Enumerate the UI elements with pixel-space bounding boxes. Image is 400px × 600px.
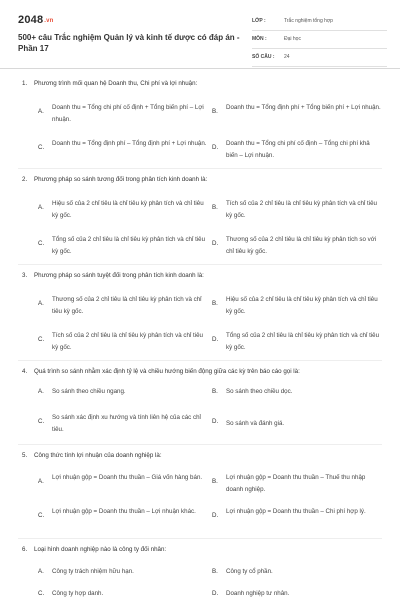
- option-letter: C.: [38, 512, 45, 519]
- question-number: 6.: [22, 546, 28, 553]
- option-letter: A.: [38, 388, 44, 395]
- question-prompt: Quá trình so sánh nhằm xác định tỷ lệ và chiều hướng biến động giữa các kỳ trên báo cáo gọi là:: [34, 368, 300, 375]
- option-text: So sánh theo chiều dọc.: [226, 388, 293, 395]
- option-text: Lợi nhuận gộp = Doanh thu thuần – Giá vốn hàng bán.: [52, 474, 203, 481]
- question-prompt: Phương pháp so sánh tương đối trong phân tích kinh doanh là:: [34, 176, 208, 183]
- option-text: Hiệu số của 2 chỉ tiêu là chỉ tiêu kỳ phân tích và chỉ tiêu kỳ gốc.: [52, 200, 204, 219]
- option-text: Công ty trách nhiệm hữu hạn.: [52, 568, 134, 575]
- option-text: Doanh nghiệp tư nhân.: [226, 590, 290, 597]
- question-number: 4.: [22, 368, 28, 375]
- option-text: Tổng số của 2 chỉ tiêu là chỉ tiêu kỳ phân tích và chỉ tiêu kỳ gốc.: [226, 332, 380, 351]
- question-text: [22, 176, 382, 183]
- question-separator: [18, 360, 382, 361]
- document-header: [0, 0, 400, 68]
- question-text: [22, 368, 382, 375]
- question-prompt: Phương pháp so sánh tuyệt đối trong phân tích kinh doanh là:: [34, 272, 204, 279]
- question-number: 1.: [22, 80, 28, 87]
- meta-label: SỐ CÂU :: [252, 54, 275, 60]
- option-letter: D.: [212, 418, 219, 425]
- option-text: Doanh thu = Tổng chi phí cố định + Tổng biến phí – Lợi nhuận.: [52, 104, 204, 123]
- question-prompt: Phương trình mối quan hệ Doanh thu, Chi phí và lợi nhuận:: [34, 80, 198, 87]
- option-letter: B.: [212, 388, 218, 395]
- question-separator: [18, 444, 382, 445]
- option-letter: B.: [212, 204, 218, 211]
- option-text: Hiệu số của 2 chỉ tiêu là chỉ tiêu kỳ phân tích và chỉ tiêu kỳ gốc.: [226, 296, 378, 315]
- option-letter: D.: [212, 240, 219, 247]
- document-title: 500+ câu Trắc nghiệm Quản lý và kinh tế dược có đáp án - Phần 17: [18, 33, 240, 53]
- logo-text: 2048: [18, 14, 44, 26]
- question-separator: [18, 538, 382, 539]
- question-number: 5.: [22, 452, 28, 459]
- question-separator: [18, 264, 382, 265]
- option-letter: C.: [38, 590, 45, 597]
- option-letter: D.: [212, 144, 219, 151]
- option-letter: B.: [212, 568, 218, 575]
- meta-value: Đại học: [284, 36, 301, 42]
- question-number: 2.: [22, 176, 28, 183]
- meta-label: LỚP :: [252, 18, 266, 24]
- document-meta: [252, 14, 387, 68]
- question-text: [22, 272, 382, 279]
- meta-value: 24: [284, 54, 290, 60]
- option-text: Doanh thu = Tổng định phí + Tổng biến phí + Lợi nhuận.: [226, 104, 381, 111]
- option-letter: A.: [38, 204, 44, 211]
- question-text: [22, 452, 382, 459]
- meta-row-count: [252, 50, 387, 67]
- option-letter: C.: [38, 418, 45, 425]
- option-text: Tích số của 2 chỉ tiêu là chỉ tiêu kỳ phân tích và chỉ tiêu kỳ gốc.: [226, 200, 377, 219]
- option-letter: C.: [38, 144, 45, 151]
- option-letter: C.: [38, 240, 45, 247]
- option-letter: B.: [212, 478, 218, 485]
- option-letter: B.: [212, 108, 218, 115]
- site-logo[interactable]: [18, 14, 54, 26]
- option-letter: A.: [38, 568, 44, 575]
- option-text: Doanh thu = Tổng chi phí cố định – Tổng chi phí khả biến – Lợi nhuận.: [226, 140, 370, 159]
- header-divider: [0, 68, 400, 69]
- option-letter: D.: [212, 336, 219, 343]
- option-text: Thương số của 2 chỉ tiêu là chỉ tiêu kỳ phân tích và chỉ tiêu kỳ gốc.: [52, 296, 202, 315]
- option-text: So sánh và đánh giá.: [226, 420, 285, 427]
- option-letter: A.: [38, 300, 44, 307]
- option-text: Lợi nhuận gộp = Doanh thu thuần – Chi phí hợp lý.: [226, 508, 366, 515]
- question-prompt: Công thức tính lợi nhuận của doanh nghiệp là:: [34, 452, 162, 459]
- option-text: Công ty hợp danh.: [52, 590, 104, 597]
- option-text: Tích số của 2 chỉ tiêu là chỉ tiêu kỳ phân tích và chỉ tiêu kỳ gốc.: [52, 332, 203, 351]
- logo-suffix: .vn: [44, 18, 54, 24]
- question-number: 3.: [22, 272, 28, 279]
- option-text: Công ty cổ phần.: [226, 568, 273, 575]
- meta-value: Trắc nghiệm tổng hợp: [284, 18, 333, 24]
- question-separator: [18, 168, 382, 169]
- meta-row-class: [252, 14, 387, 31]
- option-letter: A.: [38, 478, 44, 485]
- option-letter: D.: [212, 590, 219, 597]
- question-prompt: Loại hình doanh nghiệp nào là công ty đối nhân:: [34, 546, 167, 553]
- option-text: Doanh thu = Tổng định phí – Tổng định phí + Lợi nhuận.: [52, 140, 207, 147]
- option-text: Tổng số của 2 chỉ tiêu là chỉ tiêu kỳ phân tích và chỉ tiêu kỳ gốc.: [52, 236, 206, 255]
- option-letter: A.: [38, 108, 44, 115]
- option-text: So sánh xác định xu hướng và tính liên hệ của các chỉ tiêu.: [52, 414, 201, 433]
- option-letter: D.: [212, 512, 219, 519]
- option-letter: C.: [38, 336, 45, 343]
- meta-row-subject: [252, 32, 387, 49]
- option-text: Lợi nhuận gộp = Doanh thu thuần – Lợi nhuận khác.: [52, 508, 196, 515]
- question-text: [22, 546, 382, 553]
- option-text: Lợi nhuận gộp = Doanh thu thuần – Thuế thu nhập doanh nghiệp.: [226, 474, 366, 493]
- question-text: [22, 80, 382, 87]
- option-text: Thương số của 2 chỉ tiêu là chỉ tiêu kỳ phân tích so với chỉ tiêu kỳ gốc.: [226, 236, 377, 255]
- option-letter: B.: [212, 300, 218, 307]
- option-text: So sánh theo chiều ngang.: [52, 388, 126, 395]
- meta-label: MÔN :: [252, 36, 267, 42]
